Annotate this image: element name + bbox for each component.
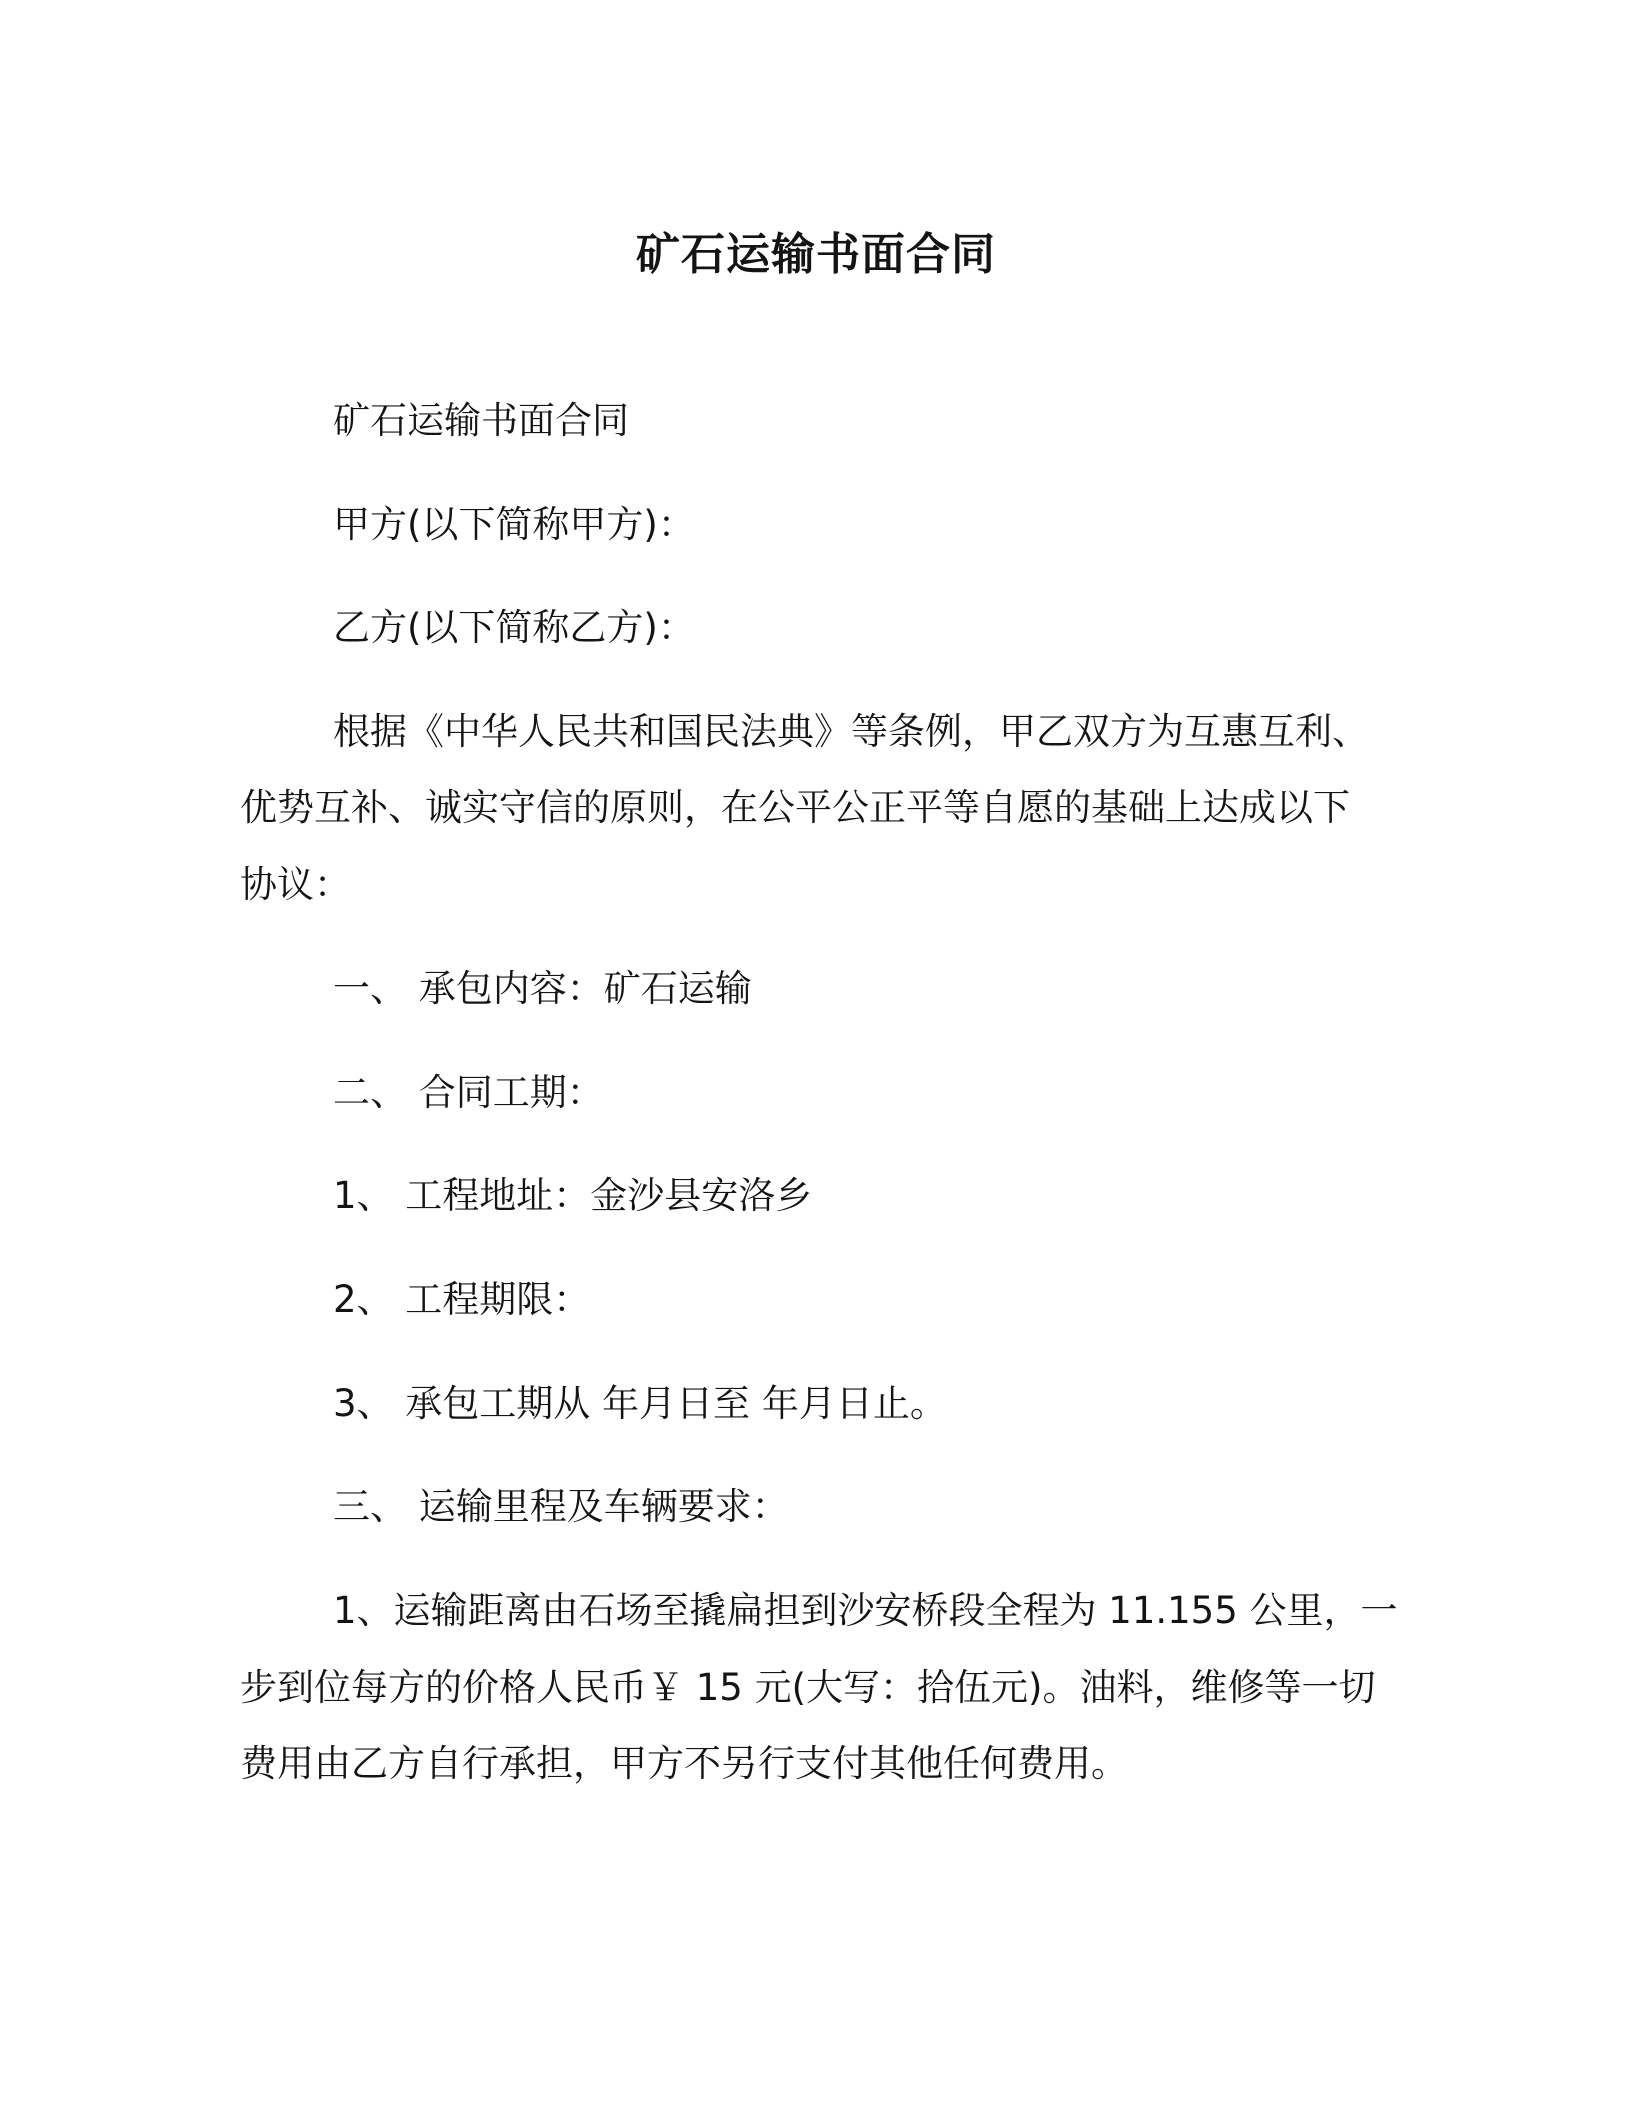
clause-3-1-line-1: 1、运输距离由石场至撬扁担到沙安桥段全程为 11.155 公里，一 bbox=[333, 1589, 1398, 1632]
contract-subtitle: 矿石运输书面合同 bbox=[333, 399, 629, 442]
section-2-heading: 二、 合同工期： bbox=[333, 1071, 604, 1114]
preamble-line-2: 优势互补、诚实守信的原则，在公平公正平等自愿的基础上达成以下 bbox=[240, 786, 1350, 829]
section-3-heading: 三、 运输里程及车辆要求： bbox=[333, 1485, 789, 1528]
preamble-line-1: 根据《中华人民共和国民法典》等条例，甲乙双方为互惠互利、 bbox=[333, 710, 1369, 753]
item-2-3: 3、 承包工期从 年月日至 年月日止。 bbox=[333, 1382, 947, 1425]
item-2-2: 2、 工程期限： bbox=[333, 1278, 591, 1321]
party-b-line: 乙方(以下简称乙方)： bbox=[333, 606, 695, 649]
clause-3-1-line-3: 费用由乙方自行承担，甲方不另行支付其他任何费用。 bbox=[240, 1742, 1128, 1785]
clause-3-1-line-2: 步到位每方的价格人民币￥ 15 元(大写：拾伍元)。油料，维修等一切 bbox=[240, 1666, 1376, 1709]
party-a-line: 甲方(以下简称甲方)： bbox=[333, 503, 695, 546]
document-title: 矿石运输书面合同 bbox=[636, 229, 996, 280]
item-2-1: 1、 工程地址：金沙县安洛乡 bbox=[333, 1174, 813, 1217]
preamble-line-3: 协议： bbox=[240, 863, 351, 906]
section-1-heading: 一、 承包内容：矿石运输 bbox=[333, 967, 752, 1010]
